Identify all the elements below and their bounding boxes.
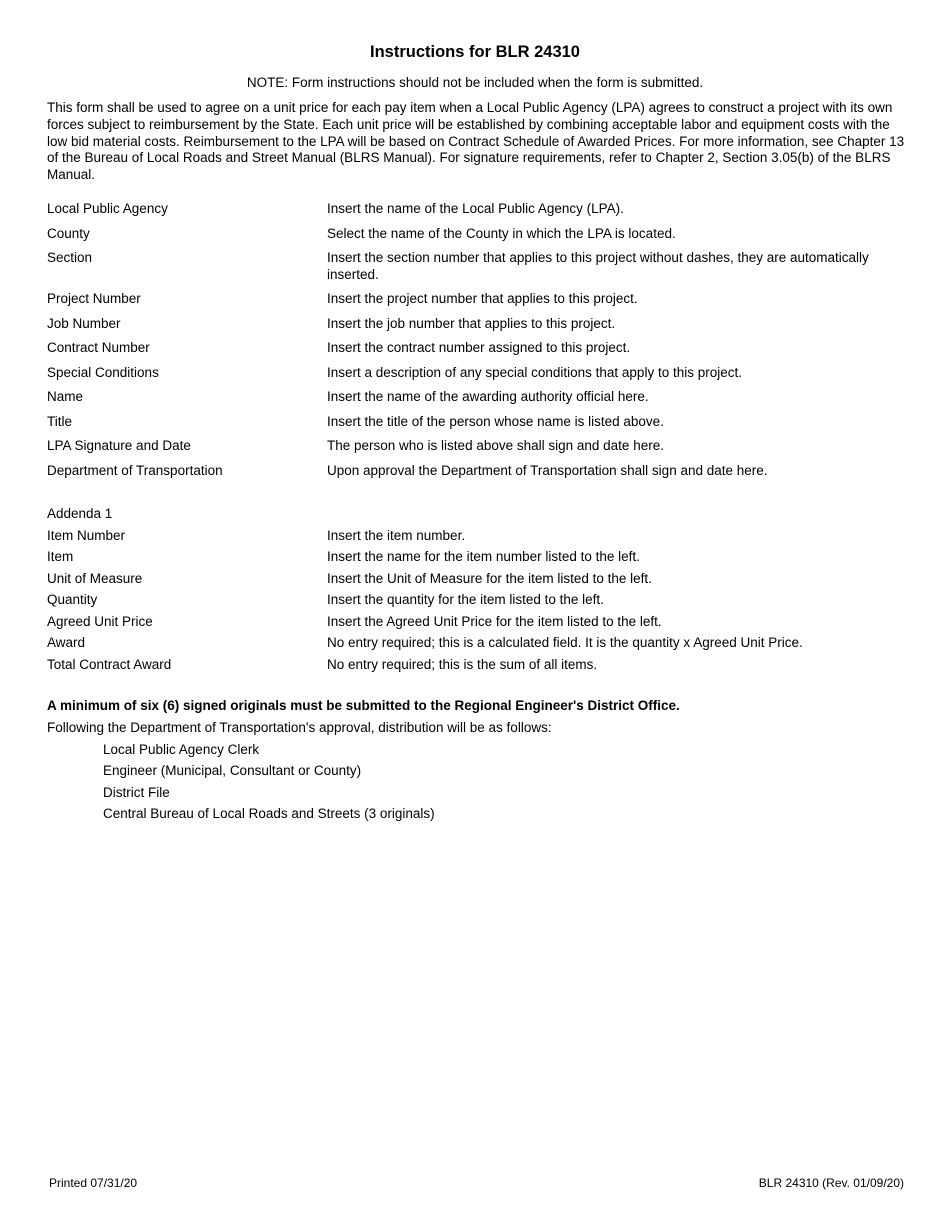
distribution-item: District File (103, 785, 170, 800)
field-label: Department of Transportation (47, 463, 223, 478)
distribution-intro: Following the Department of Transportation's approval, distribution will be as follows: (47, 720, 552, 735)
field-description: Insert the title of the person whose name is listed above. (327, 414, 664, 429)
distribution-item: Central Bureau of Local Roads and Streets (3 originals) (103, 806, 435, 821)
field-label: Name (47, 389, 84, 404)
field-description: Select the name of the County in which the LPA is located. (327, 226, 676, 241)
addenda-label: Item Number (47, 528, 126, 543)
addenda-label: Unit of Measure (47, 571, 143, 586)
field-label: Section (47, 250, 93, 265)
field-label: County (47, 226, 90, 241)
addenda-label: Quantity (47, 592, 98, 607)
addenda-description: No entry required; this is the sum of all items. (327, 657, 598, 672)
field-description: Insert the section number that applies to this project without dashes, they are automatically inserted. (327, 250, 869, 282)
addenda-description: No entry required; this is a calculated field. It is the quantity x Agreed Unit Price. (327, 635, 803, 650)
addenda-description: Insert the quantity for the item listed to the left. (327, 592, 604, 607)
distribution-item: Engineer (Municipal, Consultant or County) (103, 763, 362, 778)
addenda-description: Insert the Agreed Unit Price for the item listed to the left. (327, 614, 662, 629)
addenda-heading: Addenda 1 (47, 506, 113, 521)
field-description: Upon approval the Department of Transportation shall sign and date here. (327, 463, 768, 478)
page-title: Instructions for BLR 24310 (370, 43, 580, 61)
addenda-label: Award (47, 635, 86, 650)
field-description: Insert a description of any special conditions that apply to this project. (327, 365, 742, 380)
addenda-description: Insert the name for the item number listed to the left. (327, 549, 640, 564)
addenda-description: Insert the Unit of Measure for the item listed to the left. (327, 571, 652, 586)
form-revision: BLR 24310 (Rev. 01/09/20) (758, 1176, 904, 1190)
addenda-label: Agreed Unit Price (47, 614, 153, 629)
field-description: Insert the name of the Local Public Agency (LPA). (327, 201, 624, 216)
addenda-label: Total Contract Award (47, 657, 172, 672)
addenda-label: Item (47, 549, 74, 564)
intro-paragraph: This form shall be used to agree on a unit price for each pay item when a Local Public Agency (LPA) agrees to construct a project with its own forces subject to reimbursement by the State. Each unit price will be established by combining acceptable labor and equipment costs with the low bid material costs. Reimbursement to the LPA will be based on Contract Schedule of Awarded Prices. For more information, see Chapter 13 of the Bureau of Local Roads and Street Manual (BLRS Manual). For signature requirements, refer to Chapter 2, Section 3.05(b) of the BLRS Manual. (47, 100, 905, 183)
field-description: Insert the contract number assigned to this project. (327, 340, 631, 355)
field-label: Contract Number (47, 340, 150, 355)
submission-note: NOTE: Form instructions should not be included when the form is submitted. (246, 75, 704, 90)
addenda-description: Insert the item number. (327, 528, 466, 543)
field-label: Special Conditions (47, 365, 159, 380)
field-label: Title (47, 414, 73, 429)
minimum-originals-note: A minimum of six (6) signed originals must be submitted to the Regional Engineer's District Office. (47, 698, 680, 713)
field-label: Job Number (47, 316, 121, 331)
field-description: Insert the project number that applies to this project. (327, 291, 638, 306)
printed-date: Printed 07/31/20 (49, 1176, 138, 1190)
field-label: LPA Signature and Date (47, 438, 191, 453)
field-description: The person who is listed above shall sign and date here. (327, 438, 664, 453)
field-description: Insert the job number that applies to this project. (327, 316, 616, 331)
field-label: Local Public Agency (47, 201, 168, 216)
distribution-item: Local Public Agency Clerk (103, 742, 260, 757)
field-label: Project Number (47, 291, 141, 306)
field-description: Insert the name of the awarding authority official here. (327, 389, 649, 404)
